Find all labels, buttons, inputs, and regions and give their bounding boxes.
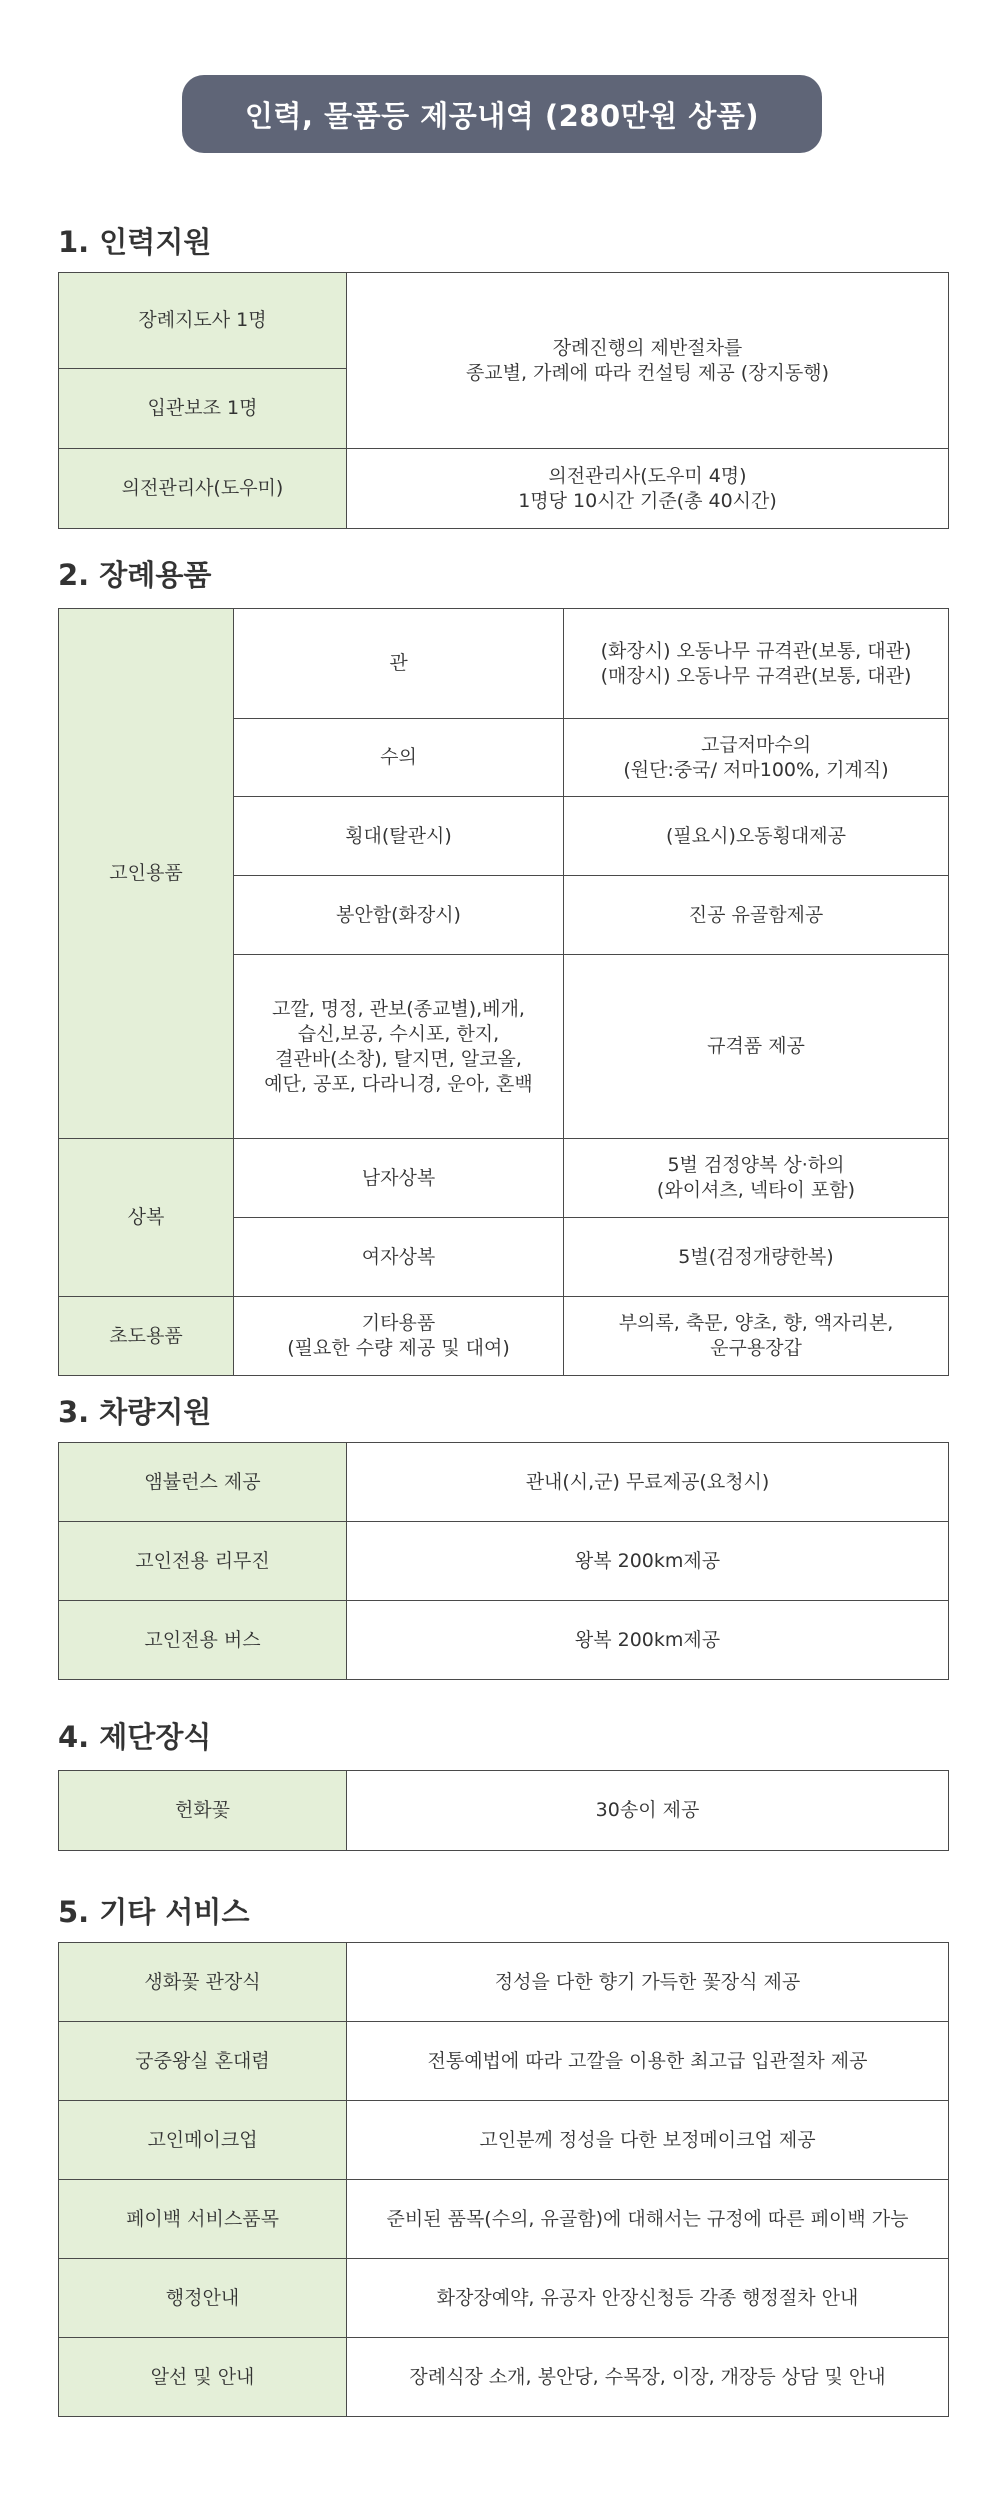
value-line: 5벌(검정개량한복) [678,1245,834,1268]
name-line: 관 [389,652,408,674]
name-line: (필요한 수량 제공 및 대여) [287,1337,510,1359]
item-name [234,797,564,876]
item-value [564,609,949,719]
name-line: 고깔, 명정, 관보(종교별),베개, [272,997,525,1020]
group-label: 고인용품 [59,609,234,1139]
name-line: 봉안함(화장시) [336,903,461,926]
item-name [234,876,564,955]
table-row [59,1771,949,1851]
row-value: 30송이 제공 [347,1771,949,1851]
item-name [234,1139,564,1218]
row-value [347,273,949,449]
row-value: 왕복 200km제공 [347,1522,949,1601]
section-heading-supplies: 2. 장례용품 [58,558,212,592]
row-label: 고인전용 버스 [59,1601,347,1680]
table-row [59,2338,949,2417]
row-value: 정성을 다한 향기 가득한 꽃장식 제공 [347,1943,949,2022]
row-label: 궁중왕실 혼대렴 [59,2022,347,2101]
table-row [59,2022,949,2101]
other-services-table [58,1942,949,2417]
row-value: 전통예법에 따라 고깔을 이용한 최고급 입관절차 제공 [347,2022,949,2101]
value-line: (와이셔츠, 넥타이 포함) [656,1179,856,1201]
row-value: 준비된 품목(수의, 유골함)에 대해서는 규정에 따른 페이백 가능 [347,2180,949,2259]
value-line: 5벌 검정양복 상·하의 [667,1154,845,1176]
value-line: 운구용장갑 [710,1337,802,1359]
name-line: 습신,보공, 수시포, 한지, [297,1022,500,1045]
row-label: 페이백 서비스품목 [59,2180,347,2259]
item-value [564,1139,949,1218]
table-row [59,2101,949,2180]
row-value: 관내(시,군) 무료제공(요청시) [347,1443,949,1522]
value-line: (화장시) 오동나무 규격관(보통, 대관) [600,639,912,662]
table-row [59,2259,949,2338]
value-line: 진공 유골함제공 [688,903,824,926]
table-row [59,1601,949,1680]
value-line: 종교별, 가례에 따라 컨설팅 제공 (장지동행) [465,361,830,384]
name-line: 여자상복 [361,1245,436,1268]
item-name [234,1297,564,1376]
table-row [59,1139,949,1218]
name-line: 기타용품 [361,1312,436,1334]
row-label: 생화꽃 관장식 [59,1943,347,2022]
item-name [234,955,564,1139]
value-line: 장례진행의 제반절차를 [552,336,743,359]
name-line: 남자상복 [361,1166,436,1189]
supplies-table [58,608,949,1376]
value-line: 의전관리사(도우미 4명) [548,464,747,487]
row-label: 의전관리사(도우미) [59,449,347,529]
row-value [347,449,949,529]
row-label: 행정안내 [59,2259,347,2338]
item-name [234,719,564,797]
value-line: 부의록, 축문, 양초, 향, 액자리본, [618,1312,894,1334]
section-heading-staff: 1. 인력지원 [58,225,212,259]
item-name [234,609,564,719]
table-row [59,609,949,719]
name-line: 횡대(탈관시) [345,824,452,847]
row-label: 헌화꽃 [59,1771,347,1851]
name-line: 결관바(소창), 탈지면, 알코올, [275,1047,522,1070]
row-label: 고인메이크업 [59,2101,347,2180]
item-value [564,955,949,1139]
value-line: (필요시)오동횡대제공 [665,824,846,847]
section-heading-vehicles: 3. 차량지원 [58,1395,212,1429]
row-label: 고인전용 리무진 [59,1522,347,1601]
value-line: 고급저마수의 [700,733,812,756]
section-heading-other-services: 5. 기타 서비스 [58,1895,250,1929]
group-label: 상복 [59,1139,234,1297]
row-value: 장례식장 소개, 봉안당, 수목장, 이장, 개장등 상담 및 안내 [347,2338,949,2417]
table-row [59,1522,949,1601]
table-row [59,273,949,369]
item-name [234,1218,564,1297]
value-line: (매장시) 오동나무 규격관(보통, 대관) [600,664,912,687]
vehicles-table [58,1442,949,1680]
table-row [59,1443,949,1522]
section-heading-altar: 4. 제단장식 [58,1720,212,1754]
table-row [59,1297,949,1376]
table-row [59,2180,949,2259]
altar-table [58,1770,949,1851]
page-title: 인력, 물품등 제공내역 (280만원 상품) [182,75,822,153]
row-label: 장례지도사 1명 [59,273,347,369]
row-value: 왕복 200km제공 [347,1601,949,1680]
row-label: 알선 및 안내 [59,2338,347,2417]
value-line: 1명당 10시간 기준(총 40시간) [518,489,777,512]
item-value [564,1297,949,1376]
staff-table [58,272,949,529]
row-label: 앰뷸런스 제공 [59,1443,347,1522]
table-row [59,1943,949,2022]
item-value [564,876,949,955]
row-value: 화장장예약, 유공자 안장신청등 각종 행정절차 안내 [347,2259,949,2338]
value-line: 규격품 제공 [707,1035,805,1057]
table-row [59,449,949,529]
value-line: (원단:중국/ 저마100%, 기계직) [623,758,889,781]
item-value [564,719,949,797]
item-value [564,1218,949,1297]
item-value [564,797,949,876]
group-label: 초도용품 [59,1297,234,1376]
row-label: 입관보조 1명 [59,369,347,449]
row-value: 고인분께 정성을 다한 보정메이크업 제공 [347,2101,949,2180]
name-line: 예단, 공포, 다라니경, 운아, 혼백 [264,1072,533,1095]
name-line: 수의 [380,746,417,768]
